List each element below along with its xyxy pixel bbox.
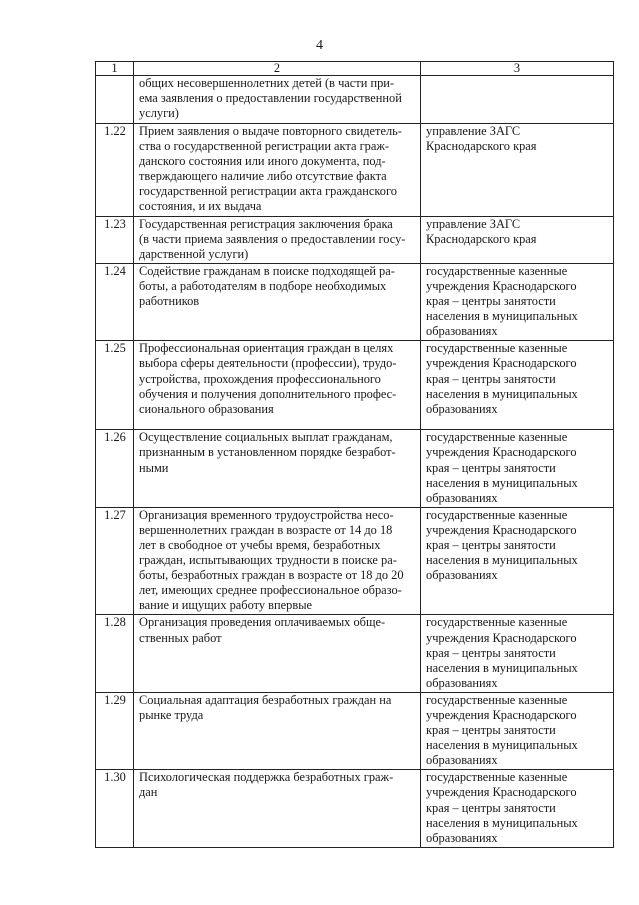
responsible-agency: государственные казенные учреждения Краснодарского края – центры занятости населения в муниципальных образованиях	[421, 507, 614, 615]
service-name: Прием заявления о выдаче повторного свидетель- ства о государственной регистрации акта граж- данского состояния или иного документа, под- тверждающего наличие либо отсутствие факта государственной регистрации акта гражданского состояния, и их выдача	[134, 124, 421, 217]
row-number: 1.28	[96, 615, 134, 692]
column-header-agency: 3	[421, 62, 614, 76]
row-number: 1.24	[96, 263, 134, 340]
table-row	[96, 263, 614, 340]
responsible-agency: государственные казенные учреждения Краснодарского края – центры занятости населения в муниципальных образованиях	[421, 692, 614, 769]
column-header-service: 2	[134, 62, 421, 76]
service-name: Государственная регистрация заключения брака (в части приема заявления о предоставлении госу- дарственной услуги)	[134, 216, 421, 263]
service-name: Организация временного трудоустройства несо- вершеннолетних граждан в возрасте от 14 до 18 лет в свободное от учебы время, безработных граждан, испытывающих трудности в поиске ра- боты, безработных граждан в возрасте от 18 до 20 лет, имеющих среднее профессиональное образо- вание и ищущих работу впервые	[134, 507, 421, 615]
service-name: Социальная адаптация безработных граждан на рынке труда	[134, 692, 421, 769]
row-number: 1.26	[96, 430, 134, 507]
service-name: общих несовершеннолетних детей (в части при- ема заявления о предоставлении государственной услуги)	[134, 76, 421, 124]
column-header-number: 1	[96, 62, 134, 76]
service-name: Психологическая поддержка безработных граж- дан	[134, 770, 421, 847]
responsible-agency: государственные казенные учреждения Краснодарского края – центры занятости населения в муниципальных образованиях	[421, 341, 614, 430]
table-row	[96, 76, 614, 124]
service-name: Осуществление социальных выплат гражданам, признанным в установленном порядке безработ- ными	[134, 430, 421, 507]
responsible-agency: государственные казенные учреждения Краснодарского края – центры занятости населения в муниципальных образованиях	[421, 615, 614, 692]
table-row	[96, 216, 614, 263]
service-name: Содействие гражданам в поиске подходящей ра- боты, а работодателям в подборе необходимых работников	[134, 263, 421, 340]
table-row	[96, 430, 614, 507]
row-number: 1.22	[96, 124, 134, 217]
table-row	[96, 615, 614, 692]
page-number: 4	[316, 38, 323, 53]
services-table	[95, 61, 614, 848]
table-header	[96, 62, 614, 76]
row-number: 1.23	[96, 216, 134, 263]
row-number	[96, 76, 134, 124]
row-number: 1.27	[96, 507, 134, 615]
table-row	[96, 770, 614, 847]
service-name: Профессиональная ориентация граждан в целях выбора сферы деятельности (профессии), трудо- устройства, прохождения профессионального обучения и получения дополнительного профес- сионального образования	[134, 341, 421, 430]
responsible-agency: управление ЗАГС Краснодарского края	[421, 216, 614, 263]
service-name: Организация проведения оплачиваемых обще- ственных работ	[134, 615, 421, 692]
responsible-agency: управление ЗАГС Краснодарского края	[421, 124, 614, 217]
responsible-agency: государственные казенные учреждения Краснодарского края – центры занятости населения в муниципальных образованиях	[421, 263, 614, 340]
table-row	[96, 341, 614, 430]
row-number: 1.30	[96, 770, 134, 847]
table-row	[96, 507, 614, 615]
responsible-agency: государственные казенные учреждения Краснодарского края – центры занятости населения в муниципальных образованиях	[421, 430, 614, 507]
row-number: 1.25	[96, 341, 134, 430]
responsible-agency: государственные казенные учреждения Краснодарского края – центры занятости населения в муниципальных образованиях	[421, 770, 614, 847]
table-row	[96, 692, 614, 769]
row-number: 1.29	[96, 692, 134, 769]
table-row	[96, 124, 614, 217]
responsible-agency	[421, 76, 614, 124]
